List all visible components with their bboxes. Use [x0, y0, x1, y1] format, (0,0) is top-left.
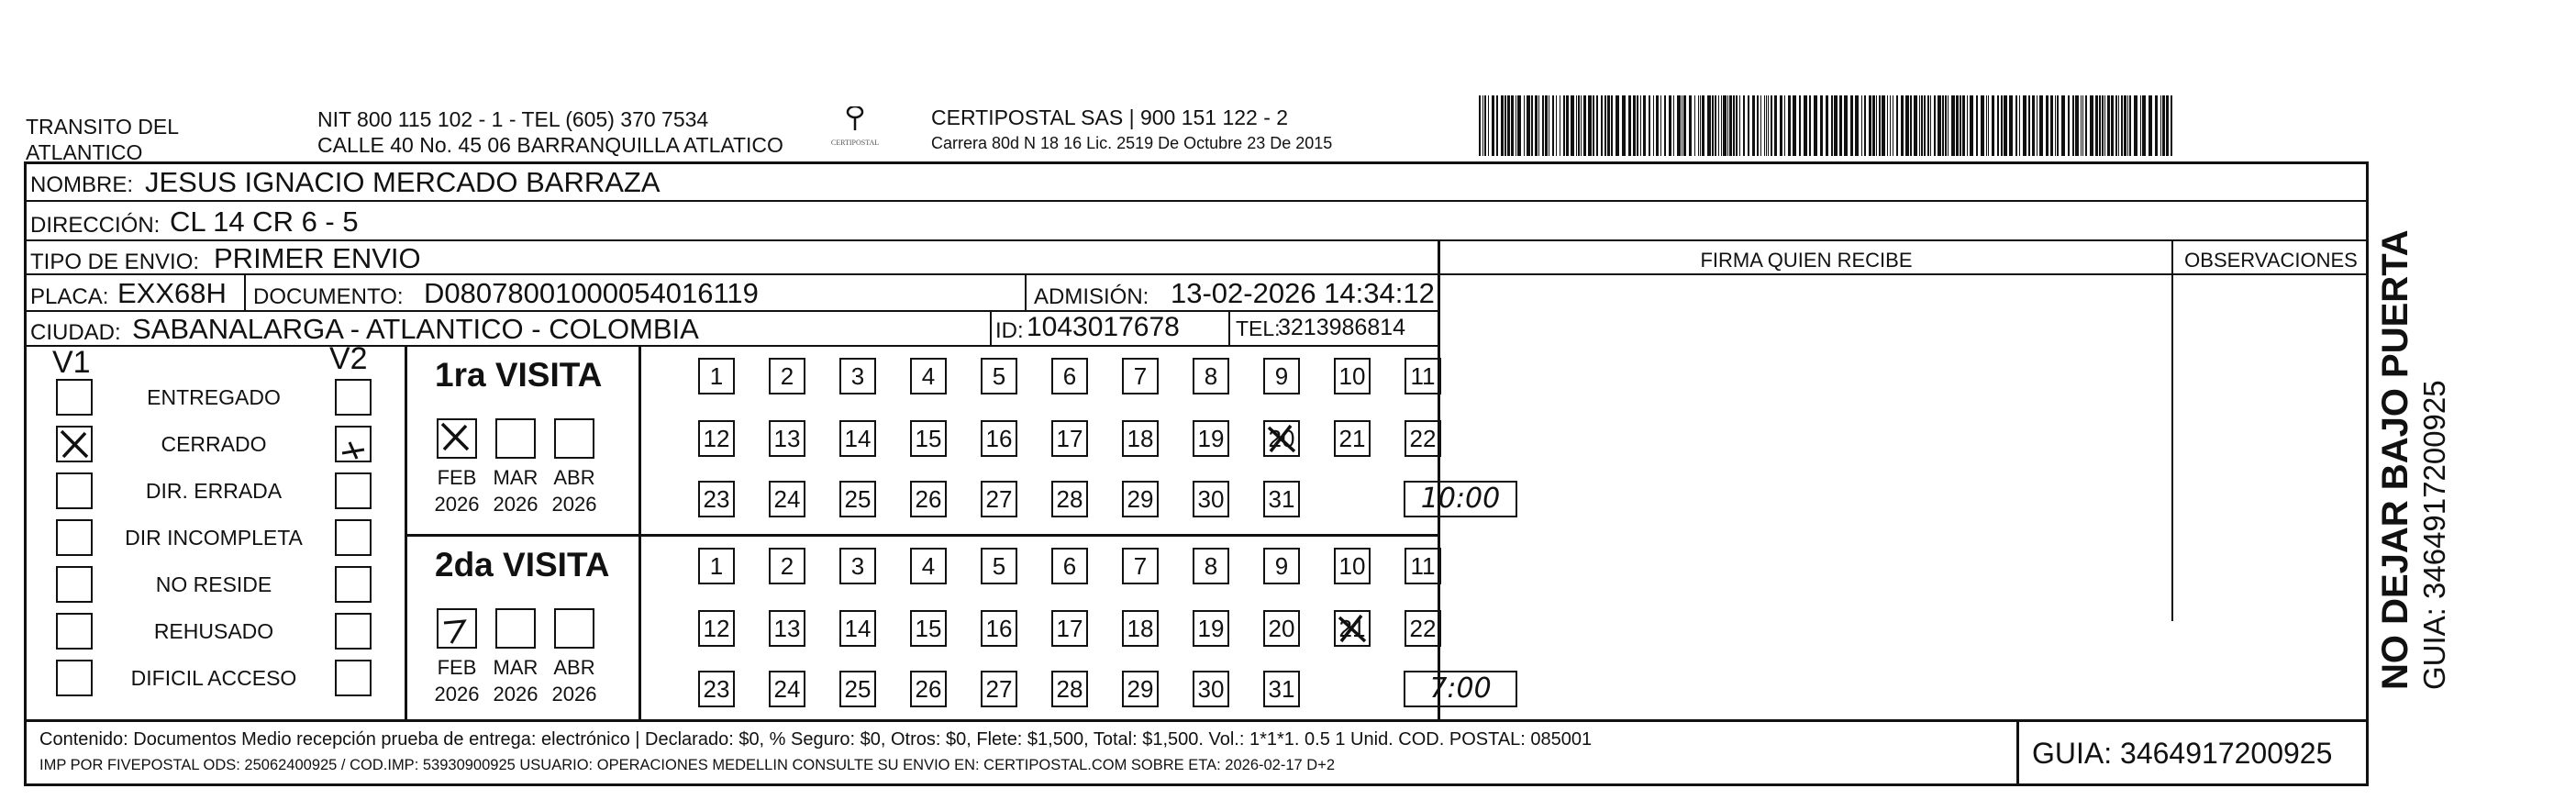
divider	[990, 312, 992, 345]
day-box[interactable]	[1051, 481, 1088, 517]
day-box[interactable]	[910, 481, 947, 517]
day-box[interactable]	[1122, 548, 1159, 584]
month-name: MAR	[493, 466, 539, 489]
day-box[interactable]	[1193, 610, 1229, 647]
direccion-label: DIRECCIÓN:	[30, 213, 161, 238]
day-box[interactable]	[769, 358, 805, 394]
day-box[interactable]	[1263, 358, 1300, 394]
nombre-label: NOMBRE:	[30, 172, 134, 197]
day-box[interactable]	[1122, 420, 1159, 457]
divider	[1228, 312, 1230, 345]
license-line: Carrera 80d N 18 16 Lic. 2519 De Octubre 23 De 2015	[931, 134, 1333, 152]
day-number: 28	[1056, 675, 1083, 703]
day-number: 22	[1409, 615, 1437, 642]
address-line: CALLE 40 No. 45 06 BARRANQUILLA ATLATICO	[317, 133, 783, 157]
tel-label: TEL:	[1236, 317, 1281, 340]
day-number: 15	[915, 615, 942, 642]
day-number: 1	[709, 552, 724, 580]
month-label	[547, 654, 602, 707]
tipo-label: TIPO DE ENVIO:	[30, 250, 200, 274]
day-number: 28	[1056, 485, 1083, 513]
nit-line: NIT 800 115 102 - 1 - TEL (605) 370 7534	[317, 107, 709, 131]
company-logo	[818, 106, 892, 147]
v1-checkbox[interactable]	[56, 379, 93, 416]
v1-checkbox[interactable]	[56, 660, 93, 696]
day-number: 27	[985, 485, 1013, 513]
day-number: 29	[1127, 675, 1154, 703]
placa-value: EXX68H	[117, 277, 227, 309]
divider	[244, 275, 246, 310]
day-number: 19	[1197, 615, 1225, 642]
day-number: 18	[1127, 425, 1154, 452]
day-box[interactable]	[1051, 671, 1088, 707]
month-checkbox[interactable]	[554, 418, 594, 459]
company-block	[931, 105, 1332, 156]
day-box[interactable]	[1334, 358, 1371, 394]
day-box[interactable]	[981, 481, 1017, 517]
day-box[interactable]	[1263, 420, 1300, 457]
month-checkbox[interactable]	[495, 418, 536, 459]
v1-checkbox[interactable]	[56, 566, 93, 603]
month-label	[488, 654, 543, 707]
v2-checkbox[interactable]	[335, 379, 372, 416]
month-label	[488, 464, 543, 517]
day-number: 30	[1197, 675, 1225, 703]
v2-checkbox[interactable]	[335, 472, 372, 509]
status-option-label: CERRADO	[161, 432, 267, 456]
month-checkbox[interactable]	[554, 608, 594, 649]
calendar-right-border	[1438, 347, 1440, 719]
status-panel	[27, 341, 407, 719]
day-box[interactable]	[1193, 358, 1229, 394]
day-number: 7	[1133, 552, 1148, 580]
day-number: 12	[703, 425, 730, 452]
company-line: CERTIPOSTAL SAS | 900 151 122 - 2	[931, 106, 1289, 129]
day-number: 2	[780, 362, 794, 390]
divider	[1025, 275, 1027, 310]
id-label: ID:	[995, 318, 1024, 343]
day-box[interactable]	[910, 671, 947, 707]
tel-value: 3213986814	[1278, 315, 1406, 340]
month-year: 2026	[551, 683, 597, 705]
day-number: 22	[1409, 425, 1437, 452]
day-number: 23	[703, 485, 730, 513]
day-number: 14	[844, 425, 872, 452]
day-number: 27	[985, 675, 1013, 703]
day-box[interactable]	[1051, 420, 1088, 457]
documento-value: D08078001000054016119	[424, 277, 759, 309]
guia-box-text: GUIA: 3464917200925	[2032, 737, 2333, 770]
day-box[interactable]	[1122, 671, 1159, 707]
sender-line1: TRANSITO DEL	[26, 115, 179, 139]
day-box[interactable]	[1193, 548, 1229, 584]
time-box[interactable]	[1404, 671, 1517, 707]
documento-label: DOCUMENTO:	[253, 284, 404, 309]
day-box[interactable]	[839, 671, 876, 707]
month-name: FEB	[437, 656, 477, 679]
v2-label: V2	[329, 341, 368, 376]
firma-area[interactable]	[1462, 275, 2160, 618]
v2-checkbox[interactable]	[335, 566, 372, 603]
guia-box	[2016, 722, 2369, 786]
barcode	[1479, 95, 2176, 156]
month-label	[547, 464, 602, 517]
v1-checkbox[interactable]	[56, 472, 93, 509]
month-year: 2026	[493, 683, 539, 705]
month-checkbox[interactable]	[437, 418, 477, 459]
visit-1-panel	[407, 347, 1501, 537]
ciudad-value: SABANALARGA - ATLANTICO - COLOMBIA	[132, 313, 699, 345]
nombre-value: JESUS IGNACIO MERCADO BARRAZA	[145, 166, 661, 198]
day-number: 4	[921, 362, 936, 390]
month-name: ABR	[553, 466, 595, 489]
v1-label: V1	[52, 345, 91, 380]
day-box[interactable]	[769, 671, 805, 707]
id-value: 1043017678	[1027, 312, 1180, 342]
admision-value: 13-02-2026 14:34:12	[1171, 277, 1435, 309]
day-number: 26	[915, 675, 942, 703]
day-box[interactable]	[839, 548, 876, 584]
shipping-form	[24, 161, 2369, 786]
day-number: 9	[1274, 362, 1289, 390]
day-box[interactable]	[769, 548, 805, 584]
v1-checkbox[interactable]	[56, 613, 93, 650]
day-number: 14	[844, 615, 872, 642]
day-box[interactable]	[1122, 481, 1159, 517]
day-number: 4	[921, 552, 936, 580]
day-number: 21	[1338, 425, 1366, 452]
month-name: MAR	[493, 656, 539, 679]
contenido-text: Contenido: Documentos Medio recepción prueba de entrega: electrónico | Declarado: $0, % Seguro: $0, Otros: $0, Flete: $1,500, Total: $1,500. Vol.: 1*1*1. 0.5 1 Unid. COD. POSTAL: 085001	[39, 729, 1593, 750]
day-box[interactable]	[1334, 610, 1371, 647]
day-box[interactable]	[1193, 671, 1229, 707]
ciudad-label: CIUDAD:	[30, 320, 121, 345]
day-number: 20	[1268, 425, 1295, 452]
day-box[interactable]	[1405, 548, 1441, 584]
day-number: 11	[1410, 552, 1436, 580]
day-box[interactable]	[981, 358, 1017, 394]
logo-text: CERTIPOSTAL	[830, 139, 880, 147]
row-nombre	[27, 164, 2369, 202]
day-box[interactable]	[698, 610, 735, 647]
day-box[interactable]	[1405, 358, 1441, 394]
day-number: 30	[1197, 485, 1225, 513]
day-number: 24	[773, 485, 801, 513]
day-number: 5	[992, 362, 1006, 390]
day-number: 7	[1133, 362, 1148, 390]
v2-checkbox[interactable]	[335, 519, 372, 556]
month-label	[429, 654, 484, 707]
month-year: 2026	[434, 493, 480, 516]
admision-label: ADMISIÓN:	[1034, 284, 1149, 309]
visit-2-title: 2da VISITA	[435, 546, 610, 583]
day-box[interactable]	[1263, 481, 1300, 517]
status-option-label: ENTREGADO	[147, 385, 281, 409]
day-box[interactable]	[839, 481, 876, 517]
day-number: 23	[703, 675, 730, 703]
firma-header: FIRMA QUIEN RECIBE	[1700, 249, 1913, 272]
status-option-label: DIR. ERRADA	[145, 479, 283, 503]
side-guia: GUIA: 3464917200925	[2417, 380, 2451, 690]
month-year: 2026	[434, 683, 480, 705]
day-box[interactable]	[1051, 358, 1088, 394]
day-box[interactable]	[1263, 610, 1300, 647]
day-box[interactable]	[981, 610, 1017, 647]
day-box[interactable]	[839, 358, 876, 394]
row-direccion	[27, 202, 2369, 241]
imp-text: IMP POR FIVEPOSTAL ODS: 25062400925 / COD.IMP: 53930900925 USUARIO: OPERACIONES MEDELLIN CONSULTE SU ENVIO EN: CERTIPOSTAL.COM SOBRE ETA: 2026-02-17 D+2	[39, 757, 1336, 773]
v2-checkbox[interactable]	[335, 613, 372, 650]
day-number: 20	[1268, 615, 1295, 642]
day-number: 3	[850, 362, 865, 390]
day-number: 16	[985, 425, 1013, 452]
observaciones-area[interactable]	[2173, 275, 2366, 618]
day-box[interactable]	[1193, 420, 1229, 457]
day-number: 13	[773, 615, 801, 642]
time-box[interactable]	[1404, 481, 1517, 517]
day-number: 29	[1127, 485, 1154, 513]
day-box[interactable]	[769, 610, 805, 647]
day-number: 1	[709, 362, 724, 390]
day-box[interactable]	[1405, 610, 1441, 647]
status-option-label: NO RESIDE	[155, 572, 272, 596]
row-placa	[27, 275, 1439, 312]
day-box[interactable]	[1334, 420, 1371, 457]
row-ciudad	[27, 312, 1439, 347]
day-box[interactable]	[698, 548, 735, 584]
day-number: 6	[1062, 362, 1077, 390]
day-number: 5	[992, 552, 1006, 580]
day-number: 26	[915, 485, 942, 513]
month-year: 2026	[551, 493, 597, 516]
day-box[interactable]	[1122, 610, 1159, 647]
day-number: 18	[1127, 615, 1154, 642]
visit-1-title: 1ra VISITA	[435, 356, 603, 394]
day-box[interactable]	[698, 481, 735, 517]
direccion-value: CL 14 CR 6 - 5	[170, 206, 359, 238]
day-box[interactable]	[769, 481, 805, 517]
status-option-label: REHUSADO	[153, 619, 274, 643]
status-option-label: DIR INCOMPLETA	[125, 526, 303, 550]
placa-label: PLACA:	[30, 284, 109, 309]
day-number: 13	[773, 425, 801, 452]
observaciones-header: OBSERVACIONES	[2184, 249, 2358, 272]
side-text	[2374, 229, 2453, 690]
day-box[interactable]	[910, 420, 947, 457]
day-number: 10	[1338, 552, 1366, 580]
day-box[interactable]	[910, 358, 947, 394]
day-box[interactable]	[1051, 548, 1088, 584]
day-number: 9	[1274, 552, 1289, 580]
day-box[interactable]	[698, 671, 735, 707]
sender-line2: ATLANTICO	[26, 140, 143, 164]
v1-checkbox[interactable]	[56, 519, 93, 556]
day-box[interactable]	[839, 610, 876, 647]
month-checkbox[interactable]	[495, 608, 536, 649]
day-number: 6	[1062, 552, 1077, 580]
sender-block	[26, 114, 179, 165]
day-box[interactable]	[981, 420, 1017, 457]
handwritten-time: 7:00	[1429, 672, 1492, 705]
day-box[interactable]	[698, 420, 735, 457]
tipo-value: PRIMER ENVIO	[214, 242, 421, 274]
v1-checkbox[interactable]	[56, 426, 93, 462]
day-number: 3	[850, 552, 865, 580]
day-number: 31	[1268, 485, 1295, 513]
month-name: ABR	[553, 656, 595, 679]
month-year: 2026	[493, 493, 539, 516]
day-number: 15	[915, 425, 942, 452]
day-number: 17	[1056, 425, 1083, 452]
day-box[interactable]	[1051, 610, 1088, 647]
day-number: 11	[1410, 362, 1436, 390]
day-number: 24	[773, 675, 801, 703]
day-box[interactable]	[910, 610, 947, 647]
sender-info	[317, 106, 783, 158]
row-tipo	[27, 241, 1439, 275]
month-name: FEB	[437, 466, 477, 489]
day-box[interactable]	[910, 548, 947, 584]
v2-checkbox[interactable]	[335, 660, 372, 696]
day-box[interactable]	[839, 420, 876, 457]
status-option-label: DIFICIL ACCESO	[130, 666, 297, 690]
logo-icon	[837, 106, 873, 134]
day-number: 8	[1204, 362, 1218, 390]
day-box[interactable]	[1122, 358, 1159, 394]
day-number: 12	[703, 615, 730, 642]
day-number: 8	[1204, 552, 1218, 580]
day-box[interactable]	[698, 358, 735, 394]
month-checkbox[interactable]	[437, 608, 477, 649]
day-box[interactable]	[1193, 481, 1229, 517]
day-number: 2	[780, 552, 794, 580]
v2-checkbox[interactable]	[335, 426, 372, 462]
month-label	[429, 464, 484, 517]
day-number: 19	[1197, 425, 1225, 452]
visit-2-panel	[407, 537, 1492, 719]
signature-header-row	[1439, 241, 2369, 275]
day-number: 25	[844, 675, 872, 703]
day-box[interactable]	[981, 671, 1017, 707]
day-box[interactable]	[981, 548, 1017, 584]
day-number: 17	[1056, 615, 1083, 642]
handwritten-time: 10:00	[1420, 483, 1501, 515]
day-box[interactable]	[1334, 548, 1371, 584]
side-warning: NO DEJAR BAJO PUERTA	[2375, 229, 2415, 690]
day-box[interactable]	[769, 420, 805, 457]
day-number: 31	[1268, 675, 1295, 703]
day-box[interactable]	[1263, 671, 1300, 707]
day-number: 25	[844, 485, 872, 513]
day-number: 21	[1338, 615, 1366, 642]
footer	[27, 719, 2369, 786]
day-box[interactable]	[1263, 548, 1300, 584]
day-box[interactable]	[1405, 420, 1441, 457]
day-number: 16	[985, 615, 1013, 642]
day-number: 10	[1338, 362, 1366, 390]
